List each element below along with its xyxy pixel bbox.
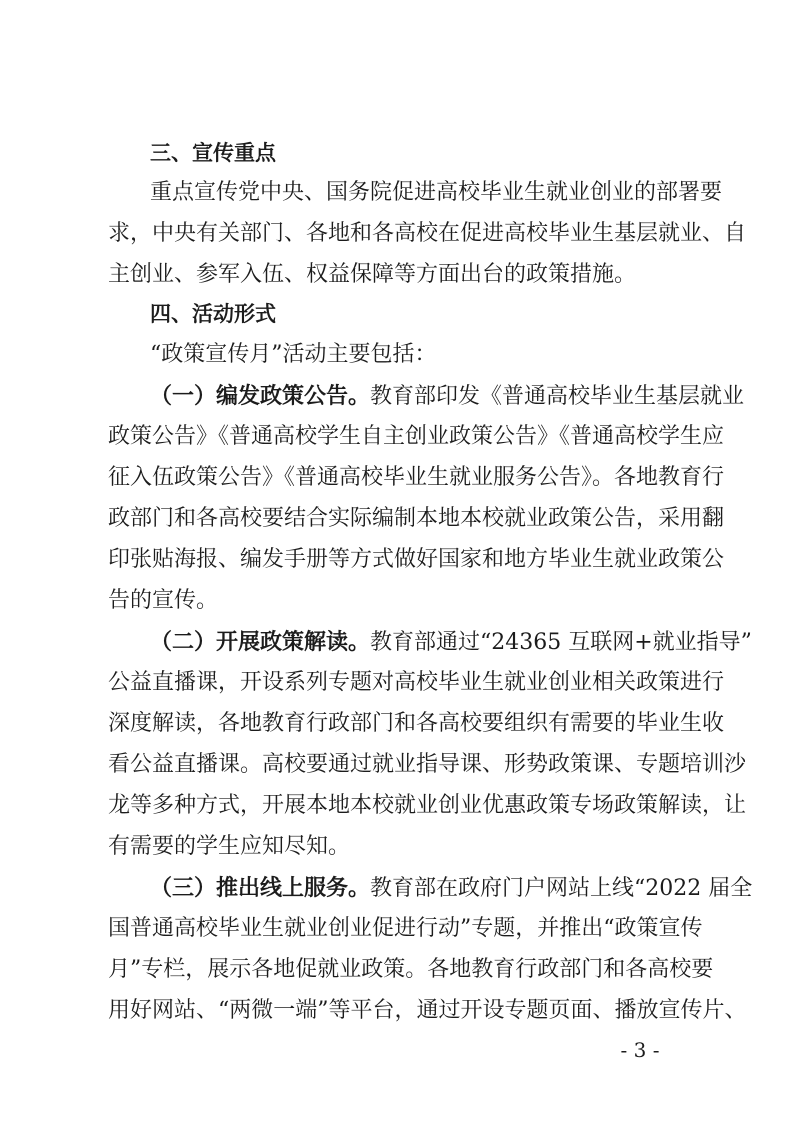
item3-line-3: 月”专栏，展示各地促就业政策。各地教育行政部门和各高校要	[108, 957, 714, 982]
item1-first-line	[150, 380, 745, 412]
section4-intro: “政策宣传月”活动主要包括：	[150, 342, 437, 367]
item2-line-5: 龙等多种方式，开展本地本校就业创业优惠政策专场政策解读，让	[108, 793, 747, 818]
item3-first-line	[150, 872, 753, 904]
item3-line-2: 国普通高校毕业生就业创业促进行动”专题，并推出“政策宣传	[108, 916, 703, 941]
item3-line-4: 用好网站、“两微一端”等平台，通过开设专题页面、播放宣传片、	[108, 998, 747, 1023]
item1-line-6: 告的宣传。	[108, 588, 219, 613]
item2-line-3: 深度解读，各地教育行政部门和各高校要组织有需要的毕业生收	[108, 711, 725, 736]
section3-line-2: 求，中央有关部门、各地和各高校在促进高校毕业生基层就业、自	[108, 221, 747, 246]
section3-line-1: 重点宣传党中央、国务院促进高校毕业生就业创业的部署要	[150, 180, 723, 205]
item2-first-line	[150, 626, 752, 658]
section3-heading: 三、宣传重点	[150, 141, 276, 165]
section3-line-3: 主创业、参军入伍、权益保障等方面出台的政策措施。	[108, 262, 637, 287]
item2-line-2: 公益直播课，开设系列专题对高校毕业生就业创业相关政策进行	[108, 670, 725, 695]
item1-label: （一）编发政策公告。	[150, 383, 371, 409]
section4-heading: 四、活动形式	[150, 302, 276, 326]
item1-line-5: 印张贴海报、编发手册等方式做好国家和地方毕业生就业政策公	[108, 547, 725, 572]
item1-line-3: 征入伍政策公告》《普通高校毕业生就业服务公告》。各地教育行	[108, 465, 725, 490]
item1-first-rest: 教育部印发《普通高校毕业生基层就业	[370, 384, 745, 409]
item1-line-4: 政部门和各高校要结合实际编制本地本校就业政策公告，采用翻	[108, 506, 725, 531]
item3-label: （三）推出线上服务。	[150, 875, 371, 901]
item2-line-6: 有需要的学生应知尽知。	[108, 834, 351, 859]
item3-first-rest: 教育部在政府门户网站上线“2022 届全	[370, 876, 753, 901]
item1-line-2: 政策公告》《普通高校学生自主创业政策公告》《普通高校学生应	[108, 424, 725, 449]
item2-first-rest: 教育部通过“24365 互联网+就业指导”	[370, 630, 752, 655]
item2-line-4: 看公益直播课。高校要通过就业指导课、形势政策课、专题培训沙	[108, 752, 747, 777]
page-number: - 3 -	[620, 1038, 660, 1062]
item2-label: （二）开展政策解读。	[150, 629, 371, 655]
